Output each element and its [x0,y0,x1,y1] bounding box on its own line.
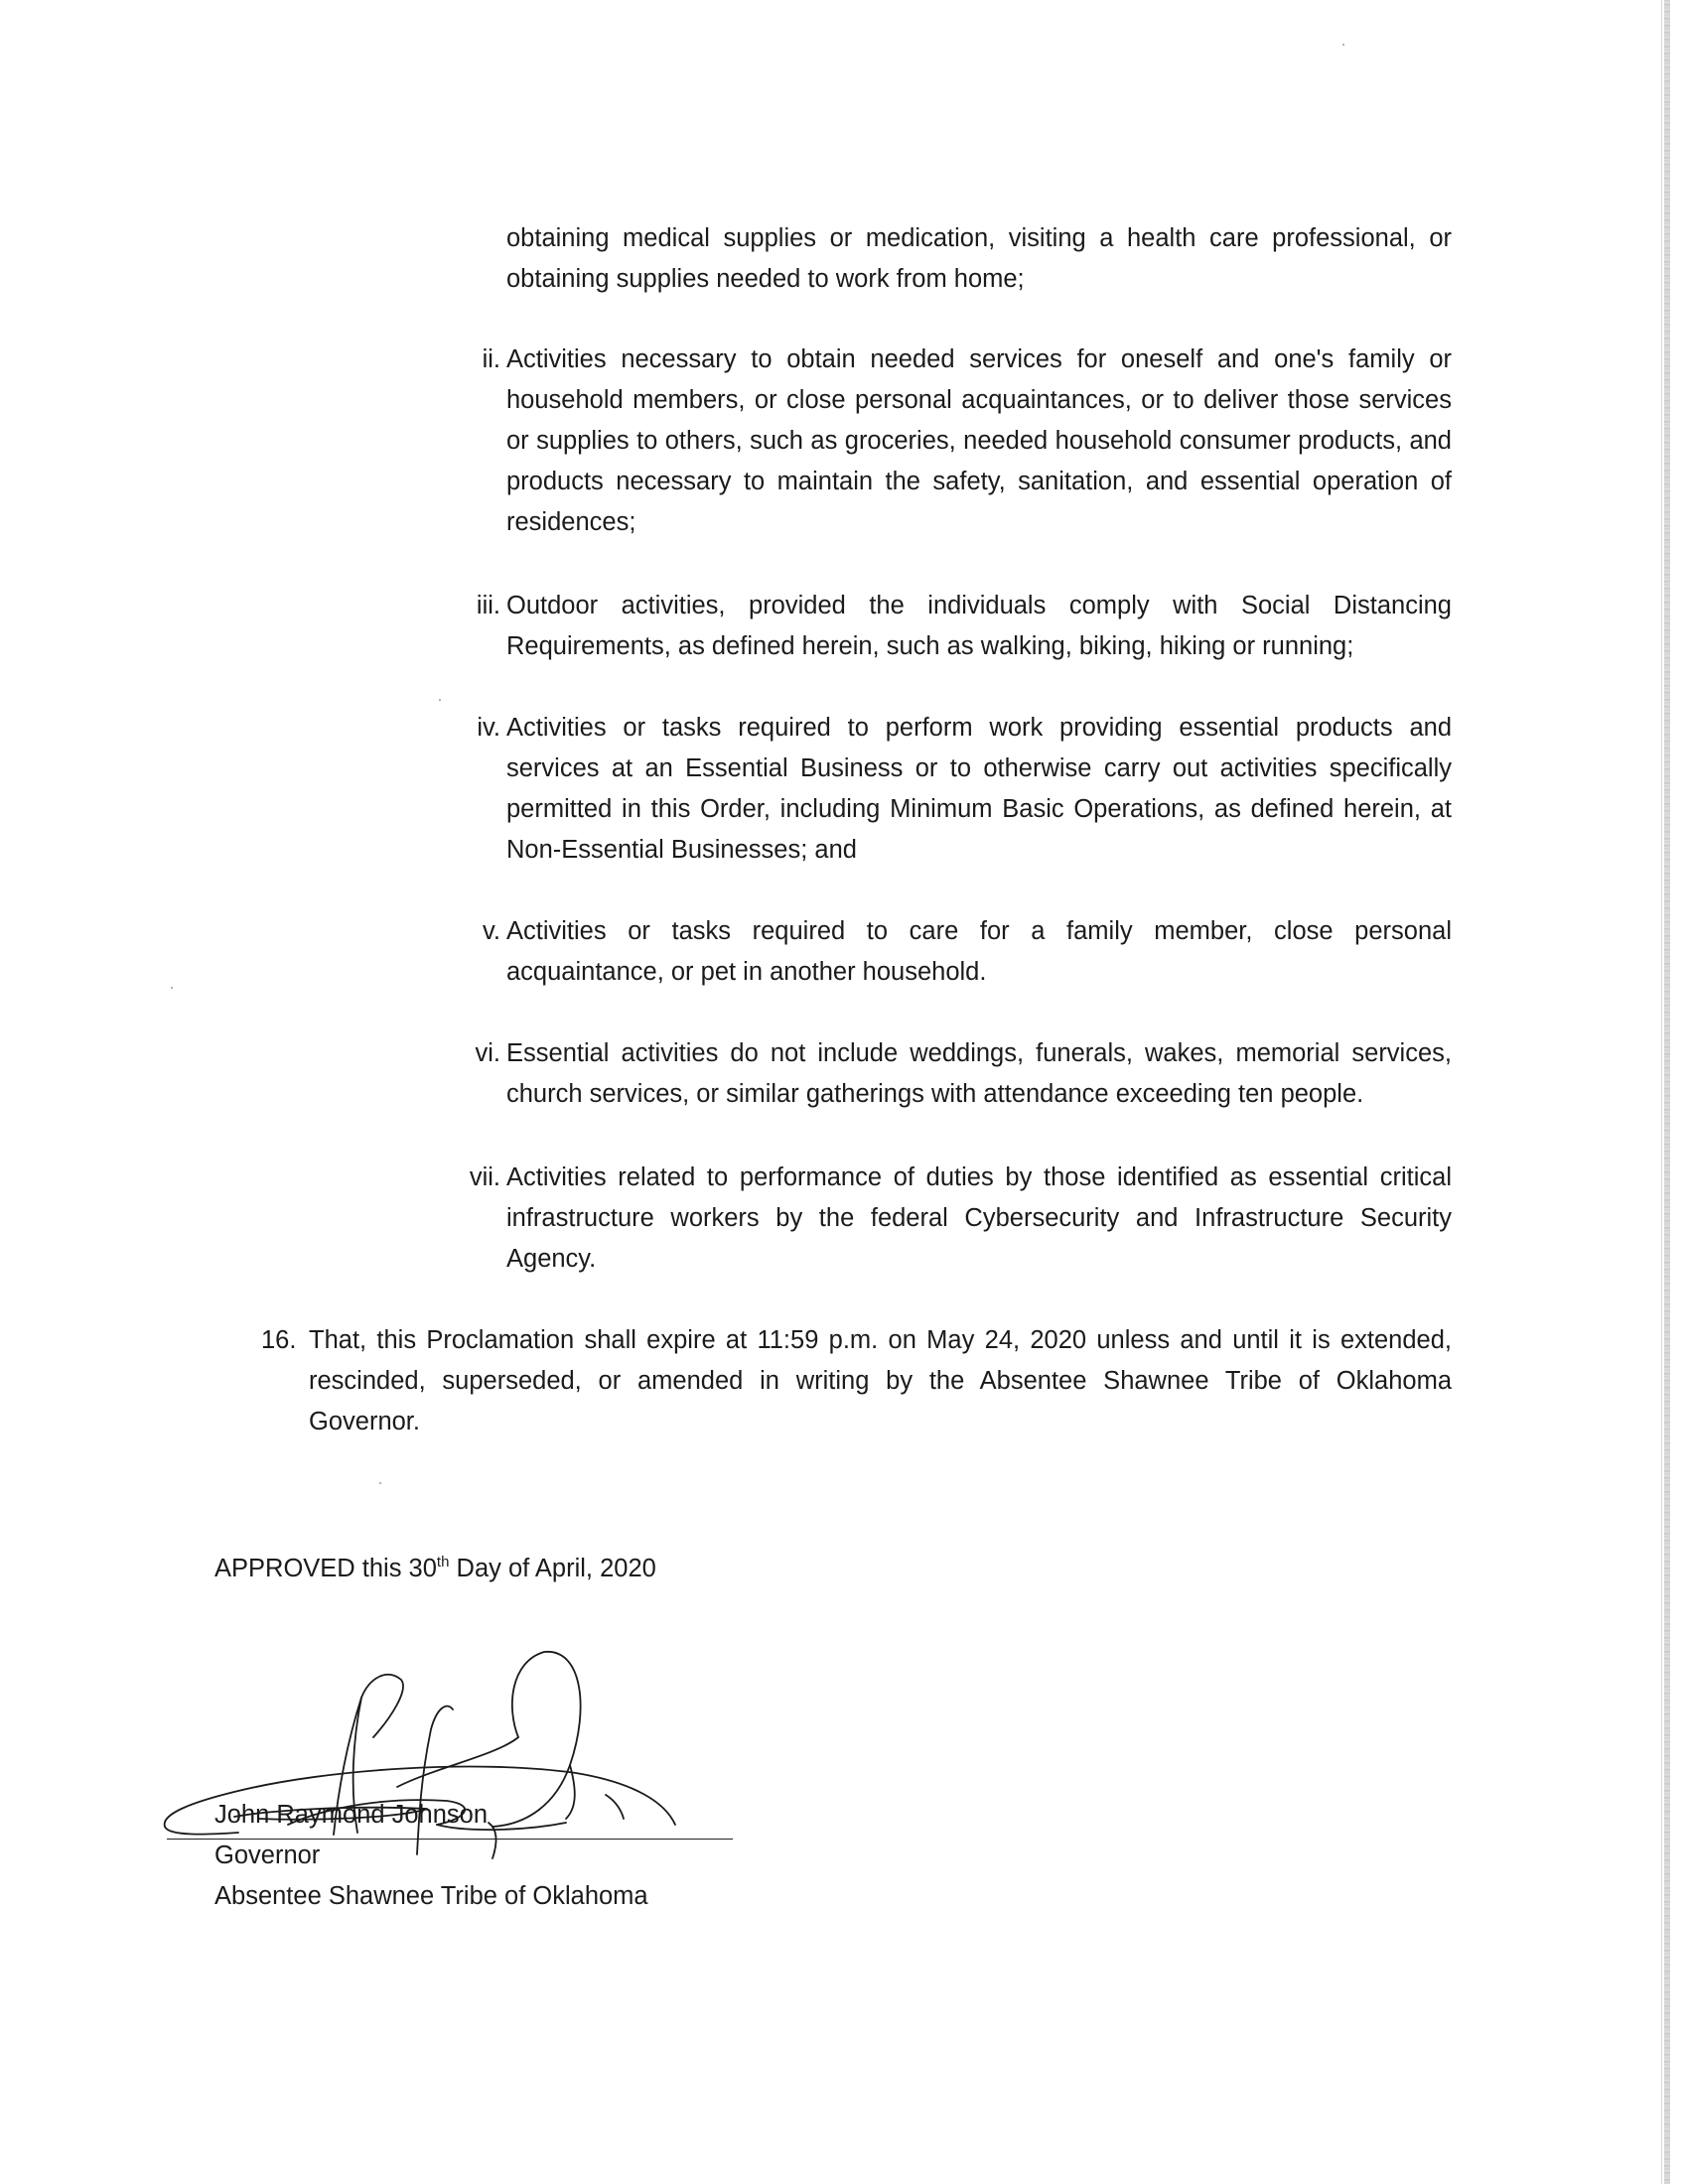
signer-name: John Raymond Johnson [214,1801,489,1829]
signer-organization: Absentee Shawnee Tribe of Oklahoma [214,1882,648,1910]
list-item-text: Activities related to performance of duties by those identified as essential critical infrastructure workers by the federal Cybersecurity and Infrastructure Security Agency. [506,1163,1452,1273]
approval-ordinal-suffix: th [436,1554,450,1570]
list-item-text: Activities or tasks required to perform work providing essential products and services at an Essential Business or to otherwise carry out activities specifically permitted in this Order, including Minimum Basic Operations, as defined herein, at Non-Essential Businesses; and [506,714,1452,864]
scan-edge-line [1661,0,1662,2184]
list-item-text: Outdoor activities, provided the individuals comply with Social Distancing Requirements, as defined herein, such as walking, biking, hiking or running; [506,592,1452,660]
scan-speck [439,699,441,701]
list-numeral: vii. [469,1163,500,1191]
list-item-text: Essential activities do not include weddings, funerals, wakes, memorial services, church services, or similar gatherings with attendance exceeding ten people. [506,1039,1452,1108]
list-numeral: vi. [475,1039,500,1067]
approval-line [214,1549,656,1589]
list-numeral: v. [483,917,500,945]
handwritten-signature [149,1598,745,1866]
continuation-text: obtaining medical supplies or medication, visiting a health care professional, or obtaining supplies needed to work from home; [506,224,1452,293]
list-item-text: Activities necessary to obtain needed services for oneself and one's family or household members, or close personal acquaintances, or to deliver those services or supplies to others, such as groceries, needed household consumer products, and products necessary to maintain the safety, sanitation, and essential operation of residences; [506,345,1452,536]
approval-suffix: Day of April, 2020 [449,1555,656,1582]
paragraph-text: That, this Proclamation shall expire at 11:59 p.m. on May 24, 2020 unless and until it is extended, rescinded, superseded, or amended in writing by the Absentee Shawnee Tribe of Oklahoma Governor. [309,1326,1452,1435]
signer-title: Governor [214,1842,321,1869]
scan-speck [379,1482,381,1484]
paragraph-number: 16. [261,1326,297,1354]
list-item-text: Activities or tasks required to care for a family member, close personal acquaintance, or pet in another household. [506,917,1452,986]
scan-speck [171,987,173,989]
approval-prefix: APPROVED this 30 [214,1555,437,1582]
list-numeral: iv. [477,714,500,742]
list-numeral: iii. [476,592,500,619]
scan-speck [1342,44,1344,46]
list-numeral: ii. [482,345,500,373]
scan-edge [1664,0,1670,2184]
